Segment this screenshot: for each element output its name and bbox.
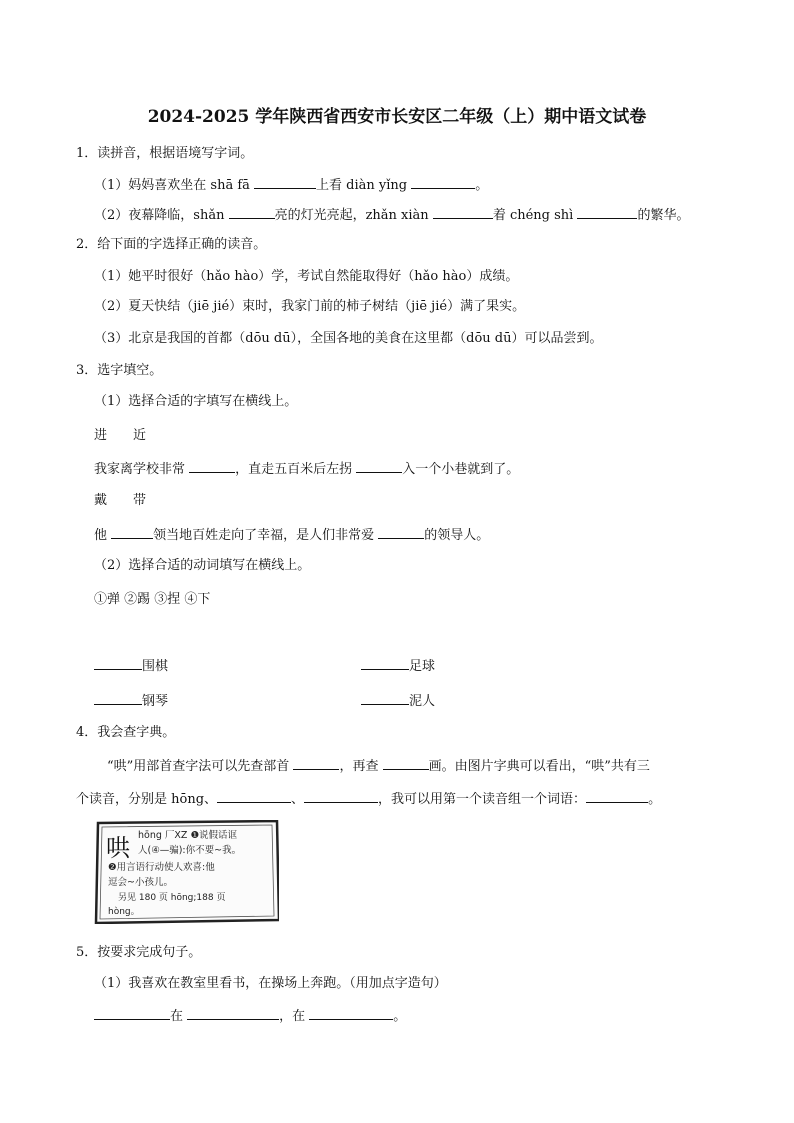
answer-blank[interactable] <box>411 175 475 189</box>
question-4-stem: 4．我会查字典。 <box>76 725 176 740</box>
answer-blank[interactable] <box>293 756 339 770</box>
q3-s1-text-b: ，直走五百米后左拐 <box>235 462 357 477</box>
dict-line-3: ❷用言语行动使人欢喜:他 <box>108 862 215 873</box>
question-4-para-2 <box>76 789 661 809</box>
answer-blank[interactable] <box>433 205 493 219</box>
dict-line-4: 逗会~小孩儿。 <box>108 877 173 888</box>
q5-fill-text-b: ，在 <box>279 1009 310 1024</box>
question-2-line-2: （2）夏天快结（jiē jié）束时，我家门前的柿子树结（jiē jié）满了果实。 <box>94 299 526 314</box>
q1-l2-text-c: 着 chéng shì <box>492 208 578 223</box>
question-3-sentence-2 <box>94 525 489 545</box>
q3-s2-text-b: 领当地百姓走向了幸福，是人们非常爱 <box>153 528 379 543</box>
q3-s1-text-c: 入一个小巷就到了。 <box>402 462 520 477</box>
verb-item-1 <box>94 656 168 676</box>
dict-headword: 哄 <box>106 834 130 862</box>
question-3-sub-1: （1）选择合适的字填写在横线上。 <box>94 394 298 409</box>
dict-line-1: hōng 厂XZ ❶说假话诓 <box>138 830 237 841</box>
question-2-line-1: （1）她平时很好（hǎo hào）学，考试自然能取得好（hǎo hào）成绩。 <box>94 269 519 284</box>
char-option: 进 <box>94 428 108 443</box>
verb-item-3 <box>94 691 168 711</box>
answer-blank[interactable] <box>586 789 648 803</box>
dict-line-2: 人(④—骗):你不要~我。 <box>138 845 242 856</box>
answer-blank[interactable] <box>356 459 402 473</box>
answer-blank[interactable] <box>217 789 291 803</box>
verb-object: 足球 <box>409 659 436 674</box>
verb-item-4 <box>361 691 435 711</box>
q1-l2-text-d: 的繁华。 <box>637 208 690 223</box>
dict-line-5: 另见 180 页 hōng;188 页 <box>118 893 226 903</box>
question-1-line-2 <box>94 205 689 225</box>
verb-options: ①弹 ②踢 ③捏 ④下 <box>94 592 211 607</box>
answer-blank[interactable] <box>94 656 142 670</box>
dict-line-6: hòng。 <box>108 907 140 917</box>
question-5-stem: 5．按要求完成句子。 <box>76 945 202 960</box>
char-pair-2 <box>94 492 146 510</box>
q1-l1-text-b: 上看 diàn yǐng <box>316 178 412 193</box>
question-1-line-1 <box>94 175 488 195</box>
answer-blank[interactable] <box>187 1006 279 1020</box>
char-pair-1 <box>94 427 146 445</box>
verb-object: 钢琴 <box>142 694 169 709</box>
q5-fill-text-a: 在 <box>170 1009 188 1024</box>
question-1-stem: 1．读拼音，根据语境写字词。 <box>76 146 254 161</box>
verb-object: 围棋 <box>142 659 169 674</box>
q1-l1-text-a: （1）妈妈喜欢坐在 shā fā <box>94 178 255 193</box>
q4-p1-text-a: “哄”用部首查字法可以先查部首 <box>107 759 294 774</box>
q3-s1-text-a: 我家离学校非常 <box>94 462 190 477</box>
answer-blank[interactable] <box>304 789 378 803</box>
answer-blank[interactable] <box>94 1006 170 1020</box>
answer-blank[interactable] <box>309 1006 393 1020</box>
answer-blank[interactable] <box>361 656 409 670</box>
verb-object: 泥人 <box>409 694 436 709</box>
q5-fill-text-c: 。 <box>393 1009 407 1024</box>
dictionary-image <box>94 820 279 924</box>
q4-p2-text-a: 个读音，分别是 hōng、 <box>76 792 218 807</box>
q4-p1-text-b: ，再查 <box>339 759 383 774</box>
char-option: 近 <box>133 428 147 443</box>
verb-item-2 <box>361 656 435 676</box>
q1-l2-text-b: 亮的灯光亮起，zhǎn xiàn <box>274 208 433 223</box>
q4-p2-text-d: 。 <box>648 792 662 807</box>
q3-s2-text-c: 的领导人。 <box>424 528 490 543</box>
question-2-stem: 2．给下面的字选择正确的读音。 <box>76 237 267 252</box>
char-option: 戴 <box>94 493 108 508</box>
q4-p2-text-b: 、 <box>291 792 305 807</box>
answer-blank[interactable] <box>229 205 275 219</box>
question-5-sub-1: （1）我喜欢在教室里看书，在操场上奔跑。（用加点字造句） <box>94 976 447 991</box>
q1-l1-text-c: 。 <box>475 178 489 193</box>
question-3-sentence-1 <box>94 459 519 479</box>
question-3-stem: 3．选字填空。 <box>76 363 163 378</box>
question-2-line-3: （3）北京是我国的首都（dōu dū），全国各地的美食在这里都（dōu dū）可以品尝到。 <box>94 331 603 346</box>
answer-blank[interactable] <box>189 459 235 473</box>
q4-p2-text-c: ，我可以用第一个读音组一个词语： <box>378 792 587 807</box>
question-4-para-1 <box>107 756 650 776</box>
q1-l2-text-a: （2）夜幕降临，shǎn <box>94 208 229 223</box>
page-title: 2024-2025 学年陕西省西安市长安区二年级（上）期中语文试卷 <box>147 107 647 127</box>
q3-s2-text-a: 他 <box>94 528 112 543</box>
answer-blank[interactable] <box>111 525 153 539</box>
question-3-sub-2: （2）选择合适的动词填写在横线上。 <box>94 558 311 573</box>
char-option: 带 <box>133 493 147 508</box>
answer-blank[interactable] <box>378 525 424 539</box>
answer-blank[interactable] <box>254 175 316 189</box>
answer-blank[interactable] <box>577 205 637 219</box>
answer-blank[interactable] <box>383 756 429 770</box>
answer-blank[interactable] <box>361 691 409 705</box>
q4-p1-text-c: 画。由图片字典可以看出，“哄”共有三 <box>428 759 650 774</box>
dictionary-scan <box>94 820 279 924</box>
answer-blank[interactable] <box>94 691 142 705</box>
question-5-fill-line <box>94 1006 406 1026</box>
